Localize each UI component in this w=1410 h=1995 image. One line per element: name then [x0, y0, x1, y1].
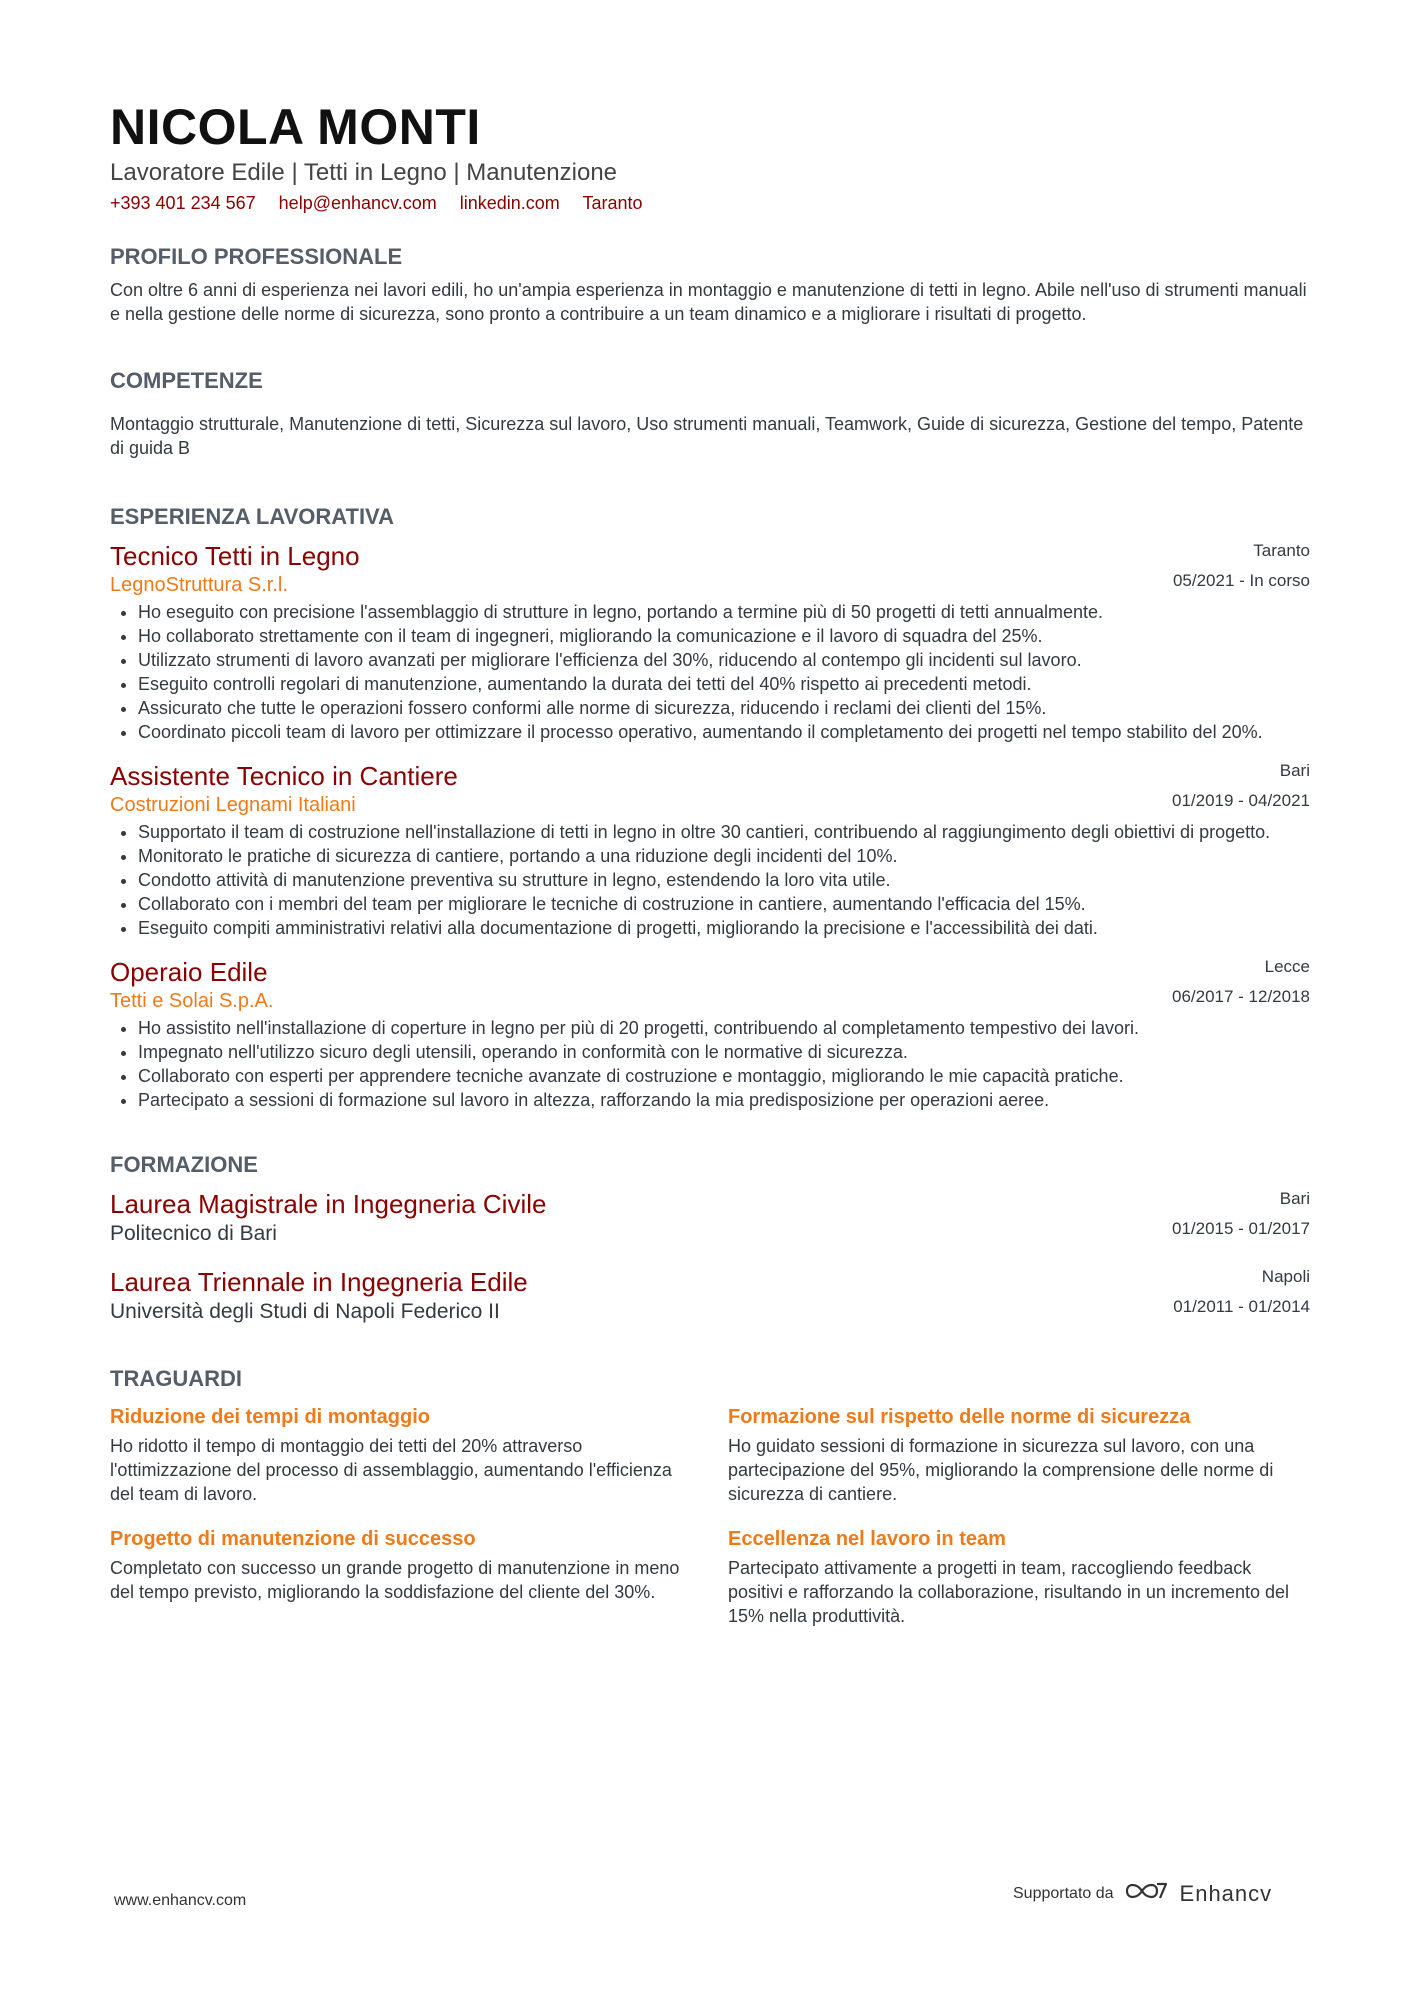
job-title: Assistente Tecnico in Cantiere — [110, 761, 458, 791]
section-achievements — [110, 1366, 1310, 1628]
section-title-skills: COMPETENZE — [110, 368, 263, 393]
education-entry — [110, 1188, 1310, 1248]
location-text: Taranto — [582, 193, 643, 213]
job-location: Taranto — [1253, 541, 1310, 560]
job-title: Tecnico Tetti in Legno — [110, 541, 360, 571]
achievement-title: Progetto di manutenzione di successo — [110, 1528, 476, 1550]
bullet-item: • Eseguito controlli regolari di manutenzione, aumentando la durata dei tetti del 40% rispetto ai precedenti metodi. — [138, 672, 1310, 696]
resume-page — [110, 98, 1310, 1628]
degree-title: Laurea Magistrale in Ingegneria Civile — [110, 1189, 547, 1219]
job-entry — [110, 760, 1310, 940]
bullet-item: • Assicurato che tutte le operazioni fossero conformi alle norme di sicurezza, riducendo i reclami dei clienti del 15%. — [138, 696, 1310, 720]
bullet-item: • Collaborato con esperti per apprendere tecniche avanzate di costruzione e montaggio, migliorando le mie capacità pratiche. — [138, 1064, 1310, 1088]
job-title: Operaio Edile — [110, 957, 268, 987]
bullet-item: • Ho collaborato strettamente con il team di ingegneri, migliorando la comunicazione e il lavoro di squadra del 25%. — [138, 624, 1310, 648]
enhancv-brand-name[interactable]: Enhancv — [1179, 1880, 1273, 1906]
section-experience — [110, 504, 1310, 1112]
job-company: Costruzioni Legnami Italiani — [110, 794, 356, 816]
school-name: Università degli Studi di Napoli Federico II — [110, 1300, 500, 1323]
job-dates: 05/2021 - In corso — [1172, 571, 1310, 590]
section-title-education: FORMAZIONE — [110, 1152, 258, 1177]
job-company: Tetti e Solai S.p.A. — [110, 990, 274, 1012]
job-location: Bari — [1279, 761, 1310, 780]
achievement-title: Formazione sul rispetto delle norme di sicurezza — [728, 1406, 1191, 1428]
education-location: Napoli — [1261, 1267, 1310, 1286]
resume-header — [110, 98, 1310, 214]
achievement-description: Completato con successo un grande progetto di manutenzione in meno del tempo previsto, migliorando la soddisfazione del cliente del 30%. — [110, 1558, 680, 1602]
achievement-item — [728, 1526, 1304, 1628]
job-bullets — [110, 820, 1310, 940]
achievement-item — [728, 1404, 1304, 1506]
achievement-description: Partecipato attivamente a progetti in team, raccogliendo feedback positivi e rafforzando la collaborazione, risultando in un incremento del 15% nella produttività. — [728, 1558, 1289, 1626]
job-meta — [1172, 952, 1310, 1012]
job-meta — [1173, 536, 1310, 596]
skills-list: Montaggio strutturale, Manutenzione di tetti, Sicurezza sul lavoro, Uso strumenti manuali, Teamwork, Guide di sicurezza, Gestione del tempo, Patente di guida B — [110, 414, 1304, 458]
bullet-item: • Ho assistito nell'installazione di coperture in legno per più di 20 progetti, contribuendo al completamento tempestivo dei lavori. — [138, 1016, 1310, 1040]
job-dates: 06/2017 - 12/2018 — [1171, 987, 1310, 1006]
job-dates: 01/2019 - 04/2021 — [1171, 791, 1310, 810]
achievement-description: Ho guidato sessioni di formazione in sicurezza sul lavoro, con una partecipazione del 95%, migliorando la comprensione delle norme di sicurezza di cantiere. — [728, 1436, 1274, 1504]
education-entry — [110, 1266, 1310, 1326]
email-link[interactable]: help@enhancv.com — [278, 193, 437, 213]
education-dates: 01/2011 - 01/2014 — [1173, 1297, 1310, 1316]
bullet-item: • Impegnato nell'utilizzo sicuro degli utensili, operando in conformità con le normative di sicurezza. — [138, 1040, 1310, 1064]
linkedin-link[interactable]: linkedin.com — [459, 193, 560, 213]
footer-branding — [1013, 1878, 1272, 1909]
job-bullets — [110, 600, 1310, 744]
degree-title: Laurea Triennale in Ingegneria Edile — [110, 1267, 528, 1297]
bullet-item: • Coordinato piccoli team di lavoro per ottimizzare il processo operativo, aumentando il completamento dei progetti nel tempo stabilito del 20%. — [138, 720, 1310, 744]
section-education — [110, 1152, 1310, 1326]
candidate-headline: Lavoratore Edile | Tetti in Legno | Manutenzione — [110, 159, 618, 186]
education-dates: 01/2015 - 01/2017 — [1171, 1219, 1310, 1238]
achievement-title: Eccellenza nel lavoro in team — [728, 1528, 1006, 1550]
job-location: Lecce — [1264, 957, 1310, 976]
section-skills — [110, 368, 1310, 460]
section-title-achievements: TRAGUARDI — [110, 1366, 242, 1391]
phone-link[interactable]: +393 401 234 567 — [110, 193, 256, 213]
bullet-item: • Condotto attività di manutenzione preventiva su strutture in legno, estendendo la loro vita utile. — [138, 868, 1310, 892]
achievement-item — [110, 1404, 686, 1506]
achievement-description: Ho ridotto il tempo di montaggio dei tetti del 20% attraverso l'ottimizzazione del processo di assemblaggio, aumentando l'efficienza del team di lavoro. — [110, 1436, 672, 1504]
achievement-item — [110, 1526, 686, 1628]
job-company: LegnoStruttura S.r.l. — [110, 574, 288, 596]
candidate-name: NICOLA MONTI — [110, 99, 481, 155]
bullet-item: • Ho eseguito con precisione l'assemblaggio di strutture in legno, portando a termine più di 50 progetti di tetti annualmente. — [138, 600, 1310, 624]
job-meta — [1172, 756, 1310, 816]
section-title-experience: ESPERIENZA LAVORATIVA — [110, 504, 394, 529]
profile-summary: Con oltre 6 anni di esperienza nei lavori edili, ho un'ampia esperienza in montaggio e manutenzione di tetti in legno. Abile nell'uso di strumenti manuali e nella gestione delle norme di sicurezza, sono pronto a contribuire a un team dinamico e a migliorare i risultati di progetto. — [110, 280, 1307, 324]
bullet-item: • Monitorato le pratiche di sicurezza di cantiere, portando a una riduzione degli incidenti del 10%. — [138, 844, 1310, 868]
achievements-grid — [110, 1404, 1310, 1628]
bullet-item: • Partecipato a sessioni di formazione sul lavoro in altezza, rafforzando la mia predisposizione per operazioni aeree. — [138, 1088, 1310, 1112]
bullet-item: • Supportato il team di costruzione nell'installazione di tetti in legno in oltre 30 cantieri, contribuendo al raggiungimento degli obiettivi di progetto. — [138, 820, 1310, 844]
achievement-title: Riduzione dei tempi di montaggio — [110, 1406, 430, 1428]
powered-by-label: Supportato da — [1013, 1884, 1114, 1902]
job-entry — [110, 540, 1310, 744]
footer-website-link[interactable]: www.enhancv.com — [114, 1892, 247, 1909]
job-bullets — [110, 1016, 1310, 1112]
contact-line — [110, 192, 1310, 214]
enhancv-logo-icon — [1124, 1878, 1170, 1909]
bullet-item: • Eseguito compiti amministrativi relativi alla documentazione di progetti, migliorando la precisione e l'accessibilità dei dati. — [138, 916, 1310, 940]
education-location: Bari — [1279, 1189, 1310, 1208]
education-meta — [1173, 1262, 1310, 1322]
school-name: Politecnico di Bari — [110, 1222, 277, 1245]
section-profile — [110, 244, 1310, 326]
bullet-item: • Utilizzato strumenti di lavoro avanzati per migliorare l'efficienza del 30%, riducendo al contempo gli incidenti sul lavoro. — [138, 648, 1310, 672]
section-title-profile: PROFILO PROFESSIONALE — [110, 244, 403, 269]
education-meta — [1172, 1184, 1310, 1244]
bullet-item: • Collaborato con i membri del team per migliorare le tecniche di costruzione in cantiere, aumentando l'efficacia del 15%. — [138, 892, 1310, 916]
job-entry — [110, 956, 1310, 1112]
